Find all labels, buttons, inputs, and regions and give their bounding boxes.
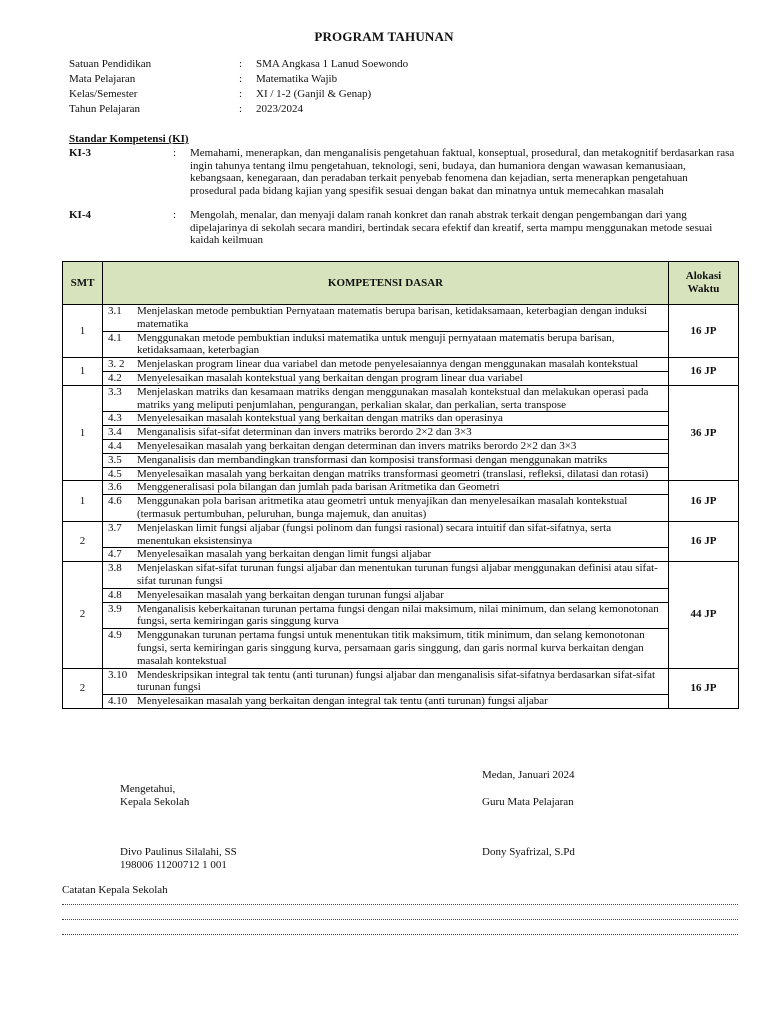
kd-item — [103, 695, 668, 708]
kd-item — [103, 495, 668, 521]
kd-number: 3.10 — [108, 668, 128, 681]
info-colon: : — [239, 88, 243, 100]
dotted-line — [62, 904, 738, 905]
smt-cell: 1 — [63, 358, 103, 386]
smt-cell: 1 — [63, 305, 103, 358]
mengetahui-label: Mengetahui, — [120, 783, 176, 795]
kompetensi-dasar-table — [62, 261, 739, 709]
kd-text: Menganalisis keberkaitanan turunan pertama fungsi dengan nilai maksimum, nilai minimum, dan selang kemonotonan fungsi, serta kemiringan garis singgung kurva — [137, 602, 659, 628]
kd-text: Menyelesaikan masalah yang berkaitan dengan turunan fungsi aljabar — [137, 588, 444, 601]
ki-text: Memahami, menerapkan, dan menganalisis pengetahuan faktual, konseptual, prosedural, dan metakognitif berdasarkan rasa ingin tahunya tentang ilmu pengetahuan, teknologi, seni, budaya, dan humaniora dengan wawasan kemanusiaan, kebangsaan, kenegaraan, dan peradaban terkait penyebab fenomena dan kejadian, serta menerapkan pengetahuan prosedural pada bidang kajian yang spesifik sesuai dengan bakat dan minatnya untuk memecahkan masalah — [190, 147, 735, 197]
info-label: Mata Pelajaran — [69, 73, 136, 85]
alokasi-waktu-cell: 16 JP — [669, 358, 739, 386]
info-value: XI / 1-2 (Ganjil & Genap) — [256, 88, 372, 100]
kd-number: 4.3 — [108, 412, 122, 425]
ki-colon: : — [173, 147, 177, 159]
dotted-line — [62, 934, 738, 935]
kepala-sekolah-label: Kepala Sekolah — [120, 796, 190, 808]
kd-item — [103, 332, 668, 358]
kd-text: Menggeneralisasi pola bilangan dan jumlah pada barisan Aritmetika dan Geometri — [137, 481, 500, 494]
guru-mapel-label: Guru Mata Pelajaran — [482, 796, 574, 808]
kd-text: Menjelaskan limit fungsi aljabar (fungsi polinom dan fungsi rasional) secara intuitif dan sifat-sifatnya, serta menentukan eksistensinya — [137, 521, 612, 547]
kd-cell — [103, 668, 669, 708]
kd-number: 3.9 — [108, 602, 122, 615]
info-value: SMA Angkasa 1 Lanud Soewondo — [256, 58, 409, 70]
standar-kompetensi-heading: Standar Kompetensi (KI) — [69, 133, 189, 145]
kepala-sekolah-nip: 198006 11200712 1 001 — [120, 859, 227, 871]
alokasi-waktu-cell: 44 JP — [669, 562, 739, 668]
kd-text: Mendeskripsikan integral tak tentu (anti turunan) fungsi aljabar dan menganalisis sifat-sifatnya berdasarkan sifat-sifat turunan fungsi — [137, 668, 656, 694]
kd-number: 4.2 — [108, 371, 122, 384]
ki-code: KI-4 — [69, 209, 91, 221]
kd-text: Menyelesaikan masalah kontekstual yang berkaitan dengan program linear dua variabel — [137, 371, 523, 384]
kd-number: 3.3 — [108, 385, 122, 398]
info-colon: : — [239, 73, 243, 85]
kd-text: Menganalisis dan membandingkan transformasi dan komposisi transformasi dengan menggunakan matriks — [137, 453, 608, 466]
info-value: 2023/2024 — [256, 103, 304, 115]
kd-text: Menyelesaikan masalah yang berkaitan dengan matriks transformasi geometri (translasi, refleksi, dilatasi dan rotasi) — [137, 467, 649, 480]
kd-number: 4.4 — [108, 439, 122, 452]
info-row — [69, 73, 408, 88]
place-date: Medan, Januari 2024 — [482, 769, 575, 781]
smt-cell: 2 — [63, 668, 103, 708]
catatan-label: Catatan Kepala Sekolah — [62, 884, 168, 896]
kd-item — [103, 589, 668, 603]
dotted-line — [62, 919, 738, 920]
kd-item — [103, 386, 668, 413]
kd-text: Menyelesaikan masalah yang berkaitan dengan determinan dan invers matriks berordo 2×2 dan 3×3 — [137, 439, 577, 452]
kd-item — [103, 562, 668, 589]
info-label: Satuan Pendidikan — [69, 58, 152, 70]
kd-item — [103, 454, 668, 468]
kd-number: 4.9 — [108, 629, 122, 642]
info-colon: : — [239, 58, 243, 70]
kd-number: 4.8 — [108, 588, 122, 601]
info-colon: : — [239, 103, 243, 115]
kd-item — [103, 426, 668, 440]
alokasi-waktu-cell: 16 JP — [669, 521, 739, 561]
kd-item — [103, 481, 668, 495]
header-alokasi-waktu: Alokasi Waktu — [669, 262, 739, 305]
kd-cell — [103, 305, 669, 358]
alokasi-waktu-cell: 16 JP — [669, 481, 739, 521]
kd-text: Menggunakan metode pembuktian induksi matematika untuk menguji pernyataan matematis berupa barisan, ketidaksamaan, keterbagian — [137, 331, 615, 357]
info-value: Matematika Wajib — [256, 73, 338, 85]
kd-text: Menjelaskan matriks dan kesamaan matriks dengan menggunakan masalah kontekstual dan melakukan operasi pada matriks yang meliputi penjumlahan, pengurangan, perkalian skalar, dan perkalian, serta transpose — [137, 385, 649, 411]
kd-text: Menyelesaikan masalah yang berkaitan dengan limit fungsi aljabar — [137, 548, 432, 561]
kd-cell — [103, 481, 669, 521]
kd-number: 3.4 — [108, 426, 122, 439]
kd-cell — [103, 358, 669, 386]
info-row — [69, 88, 408, 103]
kd-text: Menyelesaikan masalah yang berkaitan dengan integral tak tentu (anti turunan) fungsi aljabar — [137, 695, 548, 708]
alokasi-waktu-cell: 16 JP — [669, 305, 739, 358]
kd-number: 3.6 — [108, 481, 122, 494]
info-label: Kelas/Semester — [69, 88, 138, 100]
kd-number: 4.1 — [108, 331, 122, 344]
kd-item — [103, 603, 668, 630]
alokasi-waktu-cell: 16 JP — [669, 668, 739, 708]
kd-item — [103, 412, 668, 426]
table-header-row — [63, 262, 739, 305]
smt-cell: 1 — [63, 385, 103, 481]
kd-number: 4.10 — [108, 695, 128, 708]
ki-text: Mengolah, menalar, dan menyaji dalam ranah konkret dan ranah abstrak terkait dengan pengembangan dari yang dipelajarinya di sekolah secara mandiri, bertindak secara efektif dan kreatif, serta mampu menggunakan metode sesuai kaidah keilmuan — [190, 209, 713, 247]
kd-number: 3. 2 — [108, 358, 125, 371]
kd-item — [103, 629, 668, 667]
kd-item — [103, 522, 668, 549]
kd-item — [103, 548, 668, 561]
header-smt: SMT — [63, 262, 103, 305]
alokasi-waktu-cell: 36 JP — [669, 385, 739, 481]
kd-text: Menjelaskan sifat-sifat turunan fungsi aljabar dan menentukan turunan fungsi aljabar menggunakan definisi atau sifat-sifat turunan fungsi — [137, 562, 658, 587]
kd-number: 3.8 — [108, 562, 122, 575]
table-row — [63, 562, 739, 668]
kd-text: Menjelaskan program linear dua variabel dan metode penyelesaiannya dengan menggunakan masalah kontekstual — [137, 358, 639, 371]
kd-text: Menyelesaikan masalah kontekstual yang berkaitan dengan matriks dan operasinya — [137, 412, 503, 425]
info-row — [69, 58, 408, 73]
kd-text: Menggunakan turunan pertama fungsi untuk menentukan titik maksimum, titik minimum, dan selang kemonotonan fungsi, serta kemiringan garis singgung kurva, persamaan garis singgung, dan garis normal kurva berkaitan dengan masalah kontekstual — [137, 629, 645, 667]
kd-item — [103, 358, 668, 372]
smt-cell: 2 — [63, 562, 103, 668]
table-row — [63, 481, 739, 521]
kd-item — [103, 669, 668, 696]
info-row — [69, 103, 408, 118]
kd-item — [103, 305, 668, 332]
ki-row — [69, 147, 735, 197]
kd-number: 3.7 — [108, 521, 122, 534]
ki-colon: : — [173, 209, 177, 221]
kd-number: 3.5 — [108, 453, 122, 466]
info-label: Tahun Pelajaran — [69, 103, 141, 115]
kd-item — [103, 468, 668, 481]
kd-cell — [103, 562, 669, 668]
table-row — [63, 668, 739, 708]
guru-name: Dony Syafrizal, S.Pd — [482, 846, 575, 858]
kd-number: 4.7 — [108, 548, 122, 561]
ki-code: KI-3 — [69, 147, 91, 159]
table-row — [63, 305, 739, 358]
kd-number: 4.5 — [108, 467, 122, 480]
kd-text: Menggunakan pola barisan aritmetika atau geometri untuk menyajikan dan menyelesaikan masalah kontekstual (termasuk pertumbuhan, peluruhan, bunga majemuk, dan anuitas) — [137, 495, 628, 520]
table-body — [63, 305, 739, 709]
kd-cell — [103, 385, 669, 481]
ki-row — [69, 209, 735, 247]
kd-text: Menganalisis sifat-sifat determinan dan invers matriks berordo 2×2 dan 3×3 — [137, 426, 472, 439]
kd-number: 4.6 — [108, 495, 122, 508]
info-block — [69, 58, 408, 118]
table-row — [63, 521, 739, 561]
smt-cell: 2 — [63, 521, 103, 561]
kepala-sekolah-name: Divo Paulinus Silalahi, SS — [120, 846, 237, 858]
table-row — [63, 385, 739, 481]
kd-item — [103, 372, 668, 385]
kd-cell — [103, 521, 669, 561]
kd-number: 3.1 — [108, 305, 122, 317]
kd-text: Menjelaskan metode pembuktian Pernyataan matematis berupa barisan, ketidaksamaan, keterbagian dengan induksi matematika — [137, 305, 648, 330]
smt-cell: 1 — [63, 481, 103, 521]
page-title: PROGRAM TAHUNAN — [314, 29, 454, 44]
header-kompetensi-dasar: KOMPETENSI DASAR — [103, 262, 669, 305]
table-row — [63, 358, 739, 386]
kd-item — [103, 440, 668, 454]
